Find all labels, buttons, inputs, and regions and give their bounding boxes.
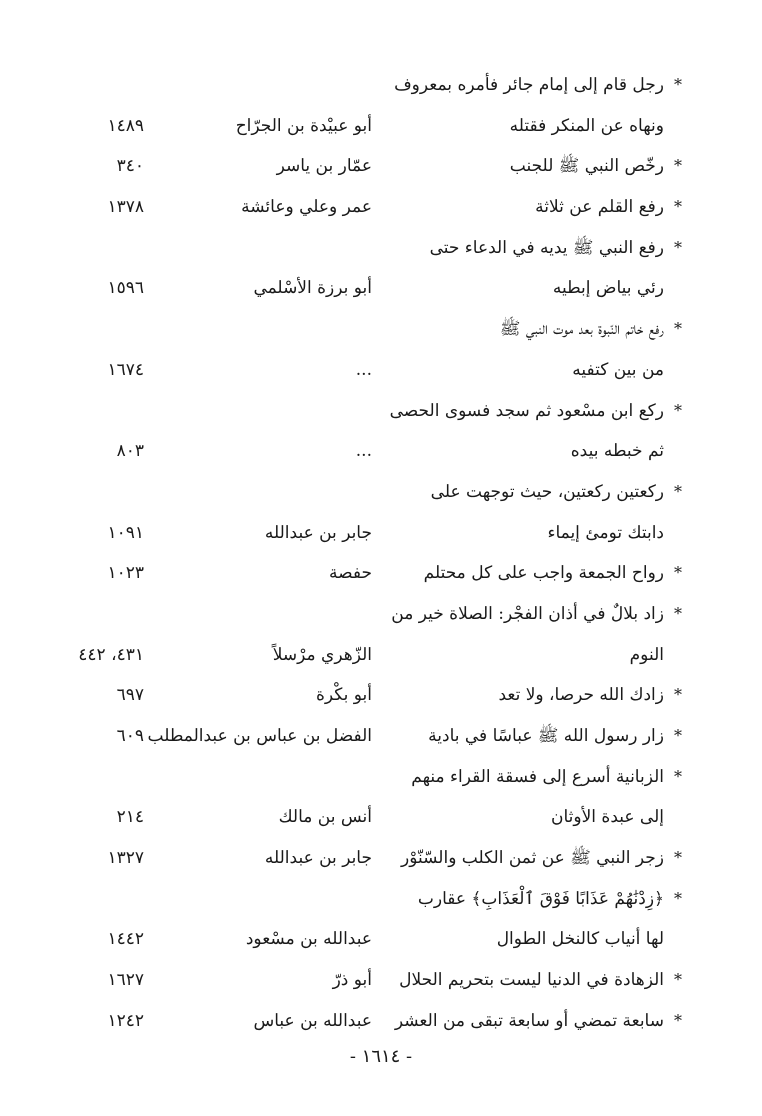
narrator-name: عمر وعلي وعائشة [241,197,372,218]
hadith-number: ٣٤٠ [116,156,144,177]
index-entry-row [0,229,762,270]
hadith-number: ١٦٧٤ [107,359,144,380]
index-entry-row [0,310,762,351]
hadith-number: ١٤٨٩ [107,115,144,136]
hadith-number: ١٦٢٧ [107,970,144,991]
hadith-text: ﴿زِدْنَٰهُمْ عَذَابًا فَوْقَ ٱلْعَذَابِ﴾ عقارب [417,888,664,909]
entry-marker: * [674,848,682,868]
entry-marker: * [674,603,682,623]
entry-marker: * [674,400,682,420]
index-entry-row [0,636,762,677]
hadith-number: ١٥٩٦ [107,278,144,299]
hadith-text: دابتك تومئ إيماء [547,522,664,543]
entry-marker: * [674,156,682,176]
entry-marker: * [674,237,682,257]
narrator-name: جابر بن عبدالله [264,848,372,869]
index-entry-row [0,1002,762,1043]
hadith-text: رواح الجمعة واجب على كل محتلم [423,563,664,584]
page-number: - ١٦١٤ - [349,1046,413,1067]
index-entry-row [0,269,762,310]
hadith-text: رفع القلم عن ثلاثة [535,197,664,218]
index-entry-row [0,758,762,799]
hadith-text: رخّص النبي ﷺ للجنب [509,156,664,177]
hadith-text: لها أنياب كالنخل الطوال [496,929,664,950]
index-entry-row [0,920,762,961]
index-entry-row [0,717,762,758]
hadith-text: زجر النبي ﷺ عن ثمن الكلب والسّنّوْر [401,848,664,869]
hadith-number: ١٤٤٢ [107,929,144,950]
hadith-number: ٦٠٩ [116,726,144,746]
narrator-name: أبو ذرّ [332,970,372,991]
hadith-text: ثم خبطه بيده [570,441,664,462]
index-entry-row [0,66,762,107]
narrator-name: جابر بن عبدالله [264,522,372,543]
hadith-text: رجل قام إلى إمام جائر فأمره بمعروف [394,75,664,95]
hadith-text: الزهادة في الدنيا ليست بتحريم الحلال [399,970,664,991]
index-entry-row [0,147,762,188]
entry-marker: * [674,726,682,745]
hadith-number: ٨٠٣ [116,441,144,462]
entry-marker: * [674,685,682,705]
index-entry-row [0,473,762,514]
hadith-number: ١٠٩١ [107,522,144,543]
narrator-name: الزّهري مرْسلاً [272,644,372,665]
hadith-text: زاد بلالٌ في أذان الفجْر: الصلاة خير من [391,603,664,624]
index-entry-row [0,107,762,148]
entry-marker: * [674,563,682,583]
index-entry-row [0,392,762,433]
entry-marker: * [674,319,682,339]
hadith-text: ونهاه عن المنكر فقتله [509,115,664,136]
hadith-text: ركعتين ركعتين، حيث توجهت على [430,481,664,502]
narrator-name: أبو بكْرة [315,685,372,706]
narrator-name: عبدالله بن عباس [253,1010,372,1031]
hadith-number: ٦٩٧ [116,685,144,706]
hadith-text: ركع ابن مسْعود ثم سجد فسوى الحصى [389,400,664,421]
hadith-number: ٢١٤ [116,807,144,828]
index-entry-row [0,595,762,636]
narrator-name: ... [355,441,372,462]
index-entry-row [0,839,762,880]
narrator-name: الفضل بن عباس بن عبدالمطلب [147,726,372,746]
entry-marker: * [674,75,682,94]
narrator-name: عمّار بن ياسر [276,156,372,177]
hadith-text: رفع النبي ﷺ يديه في الدعاء حتى [429,237,664,258]
hadith-text: زادك الله حرصا، ولا تعد [498,685,664,706]
hadith-text: زار رسول الله ﷺ عباسًا في بادية [428,726,664,746]
hadith-text: سابعة تمضي أو سابعة تبقى من العشر [394,1010,664,1031]
hadith-text: رئي بياض إبطيه [552,278,664,299]
narrator-name: ... [355,359,372,380]
hadith-number: ١٣٧٨ [107,197,144,218]
index-entry-row [0,961,762,1002]
narrator-name: عبدالله بن مسْعود [245,929,372,950]
entry-marker: * [674,1010,682,1030]
hadith-number: ١٠٢٣ [107,563,144,584]
index-entry-row [0,432,762,473]
entry-marker: * [674,197,682,217]
narrator-name: أبو عبيْدة بن الجرّاح [235,115,372,136]
index-list [0,66,762,1043]
hadith-number: ١٣٢٧ [107,848,144,869]
entry-marker: * [674,888,682,908]
hadith-text: النوم [629,644,664,665]
index-entry-row [0,798,762,839]
hadith-number: ٤٣١، ٤٤٢ [78,644,144,665]
entry-marker: * [674,970,682,990]
entry-marker: * [674,766,682,786]
index-entry-row [0,880,762,921]
index-entry-row [0,351,762,392]
hadith-number: ١٢٤٢ [107,1010,144,1031]
entry-marker: * [674,481,682,501]
index-entry-row [0,676,762,717]
index-entry-row [0,554,762,595]
hadith-text: إلى عبدة الأوثان [550,807,664,828]
index-entry-row [0,514,762,555]
hadith-text: من بين كتفيه [572,359,664,380]
narrator-name: أبو برزة الأسْلمي [253,278,372,299]
narrator-name: حفصة [329,563,372,584]
hadith-text: الزبانية أسرع إلى فسقة القراء منهم [411,766,664,787]
narrator-name: أنس بن مالك [278,807,372,828]
index-entry-row [0,188,762,229]
hadith-text: رفع خاتم النّبوة بعد موت النبي ﷺ [499,319,664,340]
